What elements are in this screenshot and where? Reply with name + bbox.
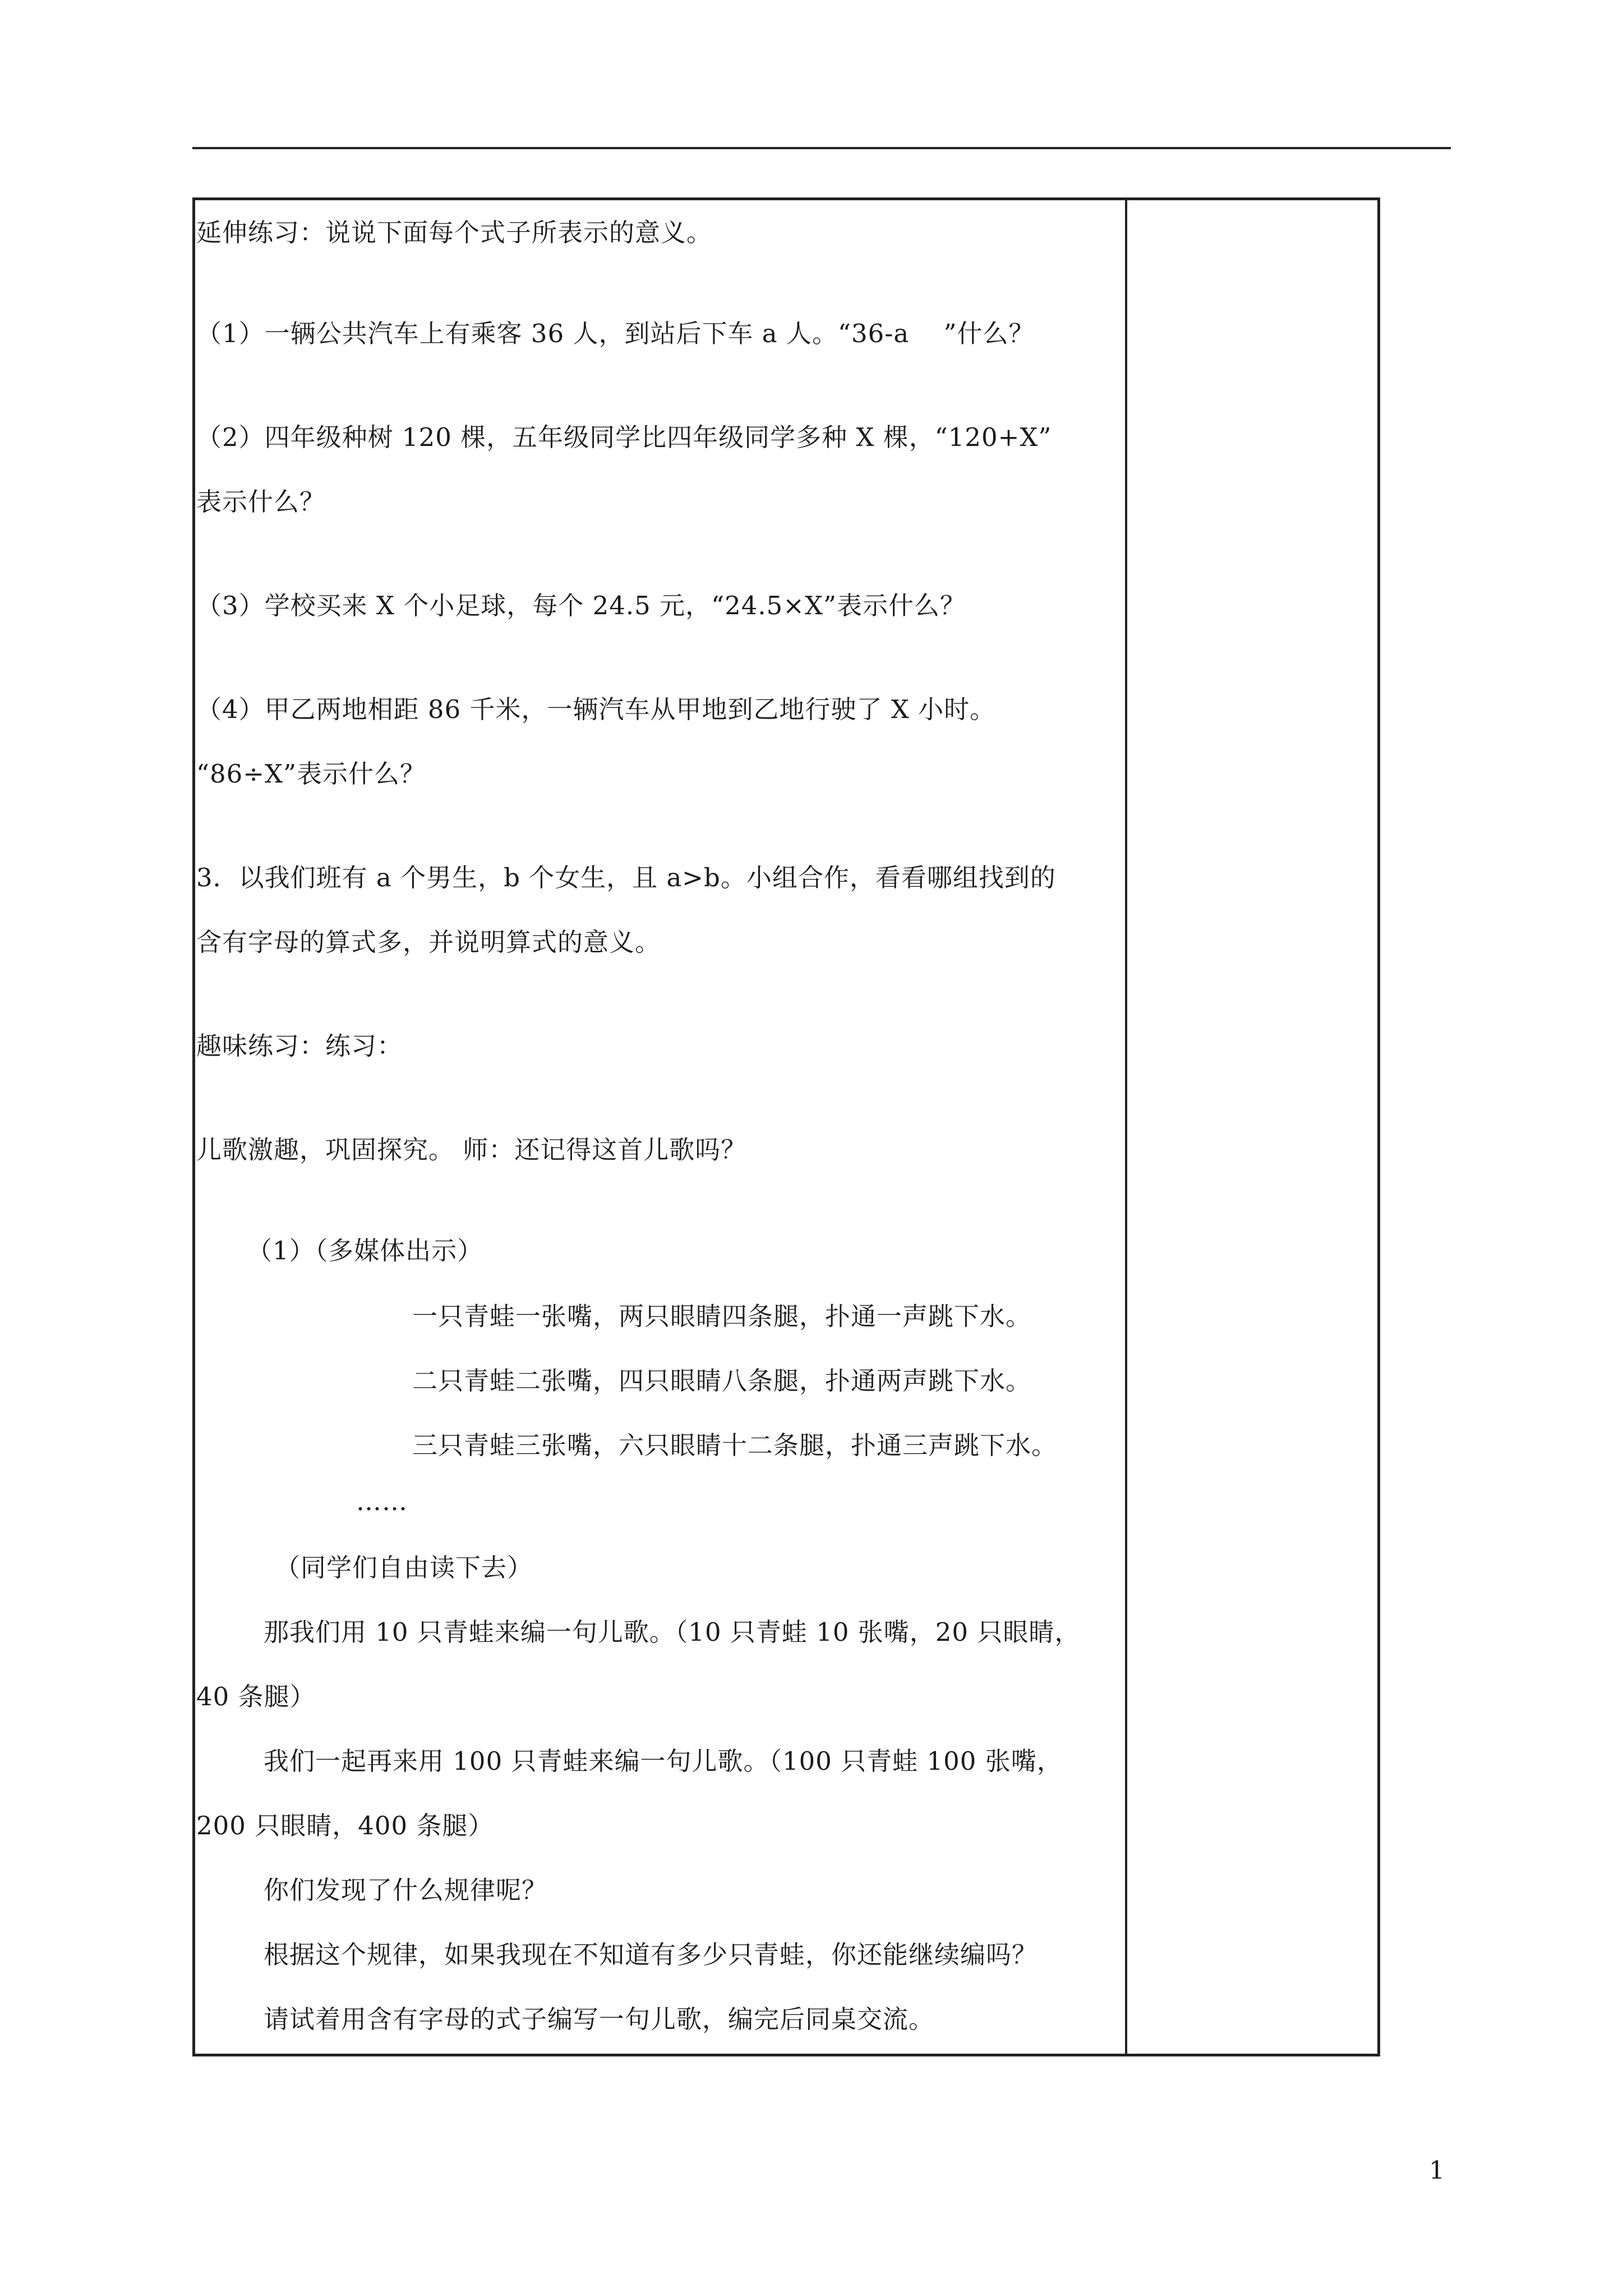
table-column-divider bbox=[1125, 197, 1127, 2056]
item-3-line-1: 3．以我们班有 a 个男生，b 个女生，且 a>b。小组合作，看看哪组找到的 bbox=[196, 863, 1056, 892]
song-line-1: 一只青蛙一张嘴，两只眼睛四条腿，扑通一声跳下水。 bbox=[412, 1301, 1032, 1331]
question-3: （3）学校买来 X 个小足球，每个 24.5 元，“24.5×X”表示什么？ bbox=[196, 591, 966, 620]
song-line-2: 二只青蛙二张嘴，四只眼睛八条腿，扑通两声跳下水。 bbox=[412, 1366, 1032, 1396]
song-intro: 儿歌激趣，巩固探究。 师：还记得这首儿歌吗？ bbox=[196, 1135, 747, 1165]
item-3-line-2: 含有字母的算式多，并说明算式的意义。 bbox=[196, 927, 661, 957]
hundred-frogs-line-2: 200 只眼睛，400 条腿） bbox=[196, 1811, 494, 1841]
question-4-line-2: “86÷X”表示什么？ bbox=[196, 759, 426, 789]
rule-question: 你们发现了什么规律呢？ bbox=[264, 1875, 548, 1905]
continue-question: 根据这个规律，如果我现在不知道有多少只青蛙，你还能继续编吗？ bbox=[264, 1940, 1038, 1970]
hundred-frogs-line-1: 我们一起再来用 100 只青蛙来编一句儿歌。（100 只青蛙 100 张嘴， bbox=[264, 1746, 1063, 1776]
fun-practice-title: 趣味练习：练习： bbox=[196, 1031, 403, 1061]
ten-frogs-line-2: 40 条腿） bbox=[196, 1682, 316, 1711]
question-2-line-2: 表示什么？ bbox=[196, 487, 326, 517]
extension-title: 延伸练习：说说下面每个式子所表示的意义。 bbox=[196, 218, 713, 247]
free-reading-note: （同学们自由读下去） bbox=[275, 1553, 533, 1582]
ellipsis: …… bbox=[356, 1487, 408, 1516]
question-2-line-1: （2）四年级种树 120 棵，五年级同学比四年级同学多种 X 棵，“120+X” bbox=[196, 422, 1052, 452]
question-1: （1）一辆公共汽车上有乘客 36 人，到站后下车 a 人。“36-a ”什么？ bbox=[196, 319, 1035, 348]
page-number: 1 bbox=[1429, 2156, 1445, 2185]
multimedia-label: （1）（多媒体出示） bbox=[247, 1236, 483, 1266]
final-task: 请试着用含有字母的式子编写一句儿歌，编完后同桌交流。 bbox=[264, 2004, 935, 2034]
song-line-3: 三只青蛙三张嘴，六只眼睛十二条腿，扑通三声跳下水。 bbox=[412, 1430, 1058, 1460]
ten-frogs-line-1: 那我们用 10 只青蛙来编一句儿歌。（10 只青蛙 10 张嘴，20 只眼睛， bbox=[264, 1617, 1081, 1647]
question-4-line-1: （4）甲乙两地相距 86 千米，一辆汽车从甲地到乙地行驶了 X 小时。 bbox=[196, 694, 996, 724]
header-rule bbox=[192, 147, 1451, 149]
